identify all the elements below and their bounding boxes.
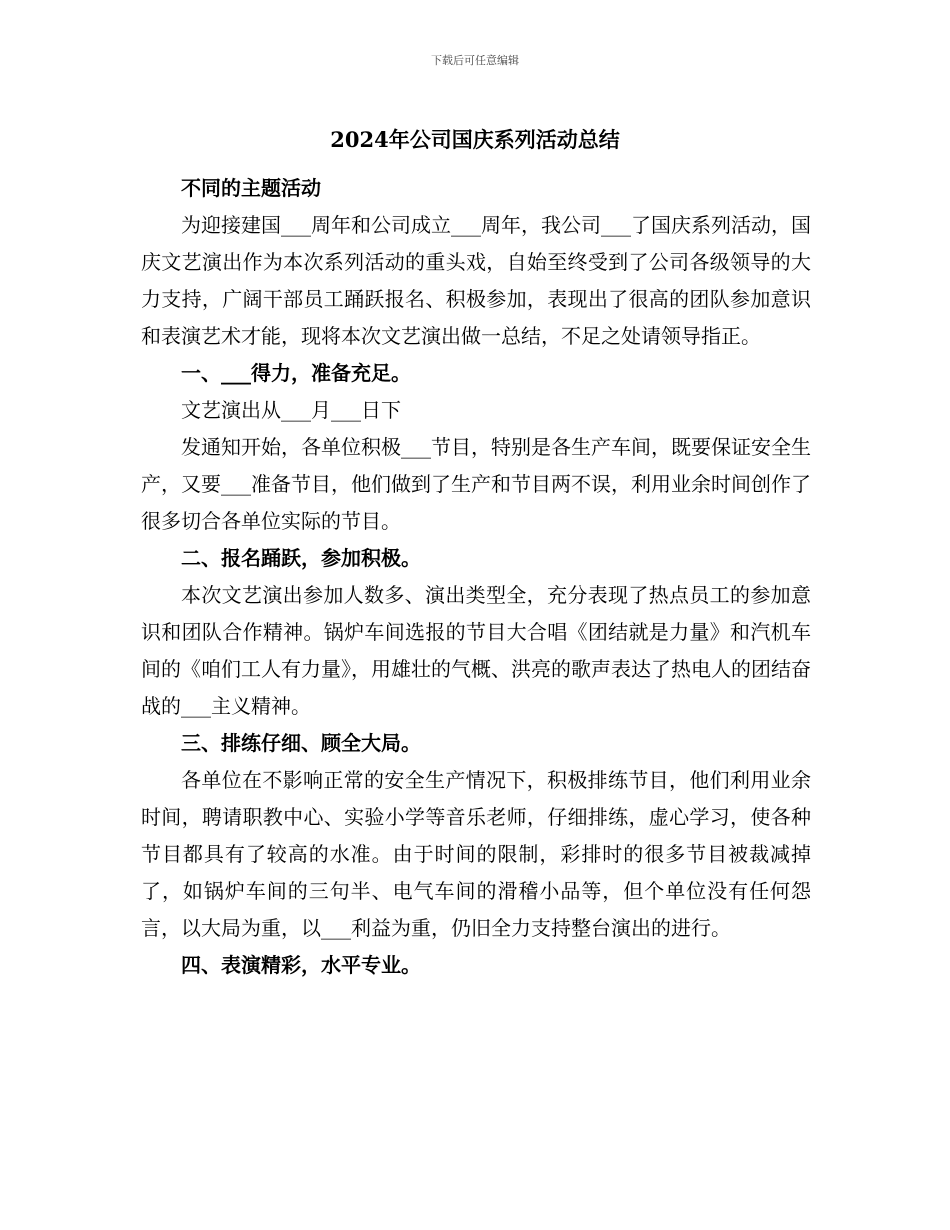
body-paragraph: 本次文艺演出参加人数多、演出类型全，充分表现了热点员工的参加意识和团队合作精神。锅炉车间选报的节目大合唱《团结就是力量》和汽机车间的《咱们工人有力量》，用雄壮的气概、洪亮的歌声表达了热电人的团结奋战的___主义精神。 (141, 583, 811, 718)
body-paragraph: 文艺演出从___月___日下 (181, 398, 401, 422)
page-header: 下载后可任意编辑 (431, 54, 519, 67)
section-heading: 不同的主题活动 (181, 176, 321, 200)
body-paragraph: 发通知开始，各单位积极___节目，特别是各生产车间，既要保证安全生产，又要___准备节目，他们做到了生产和节目两不误，利用业余时间创作了很多切合各单位实际的节目。 (141, 435, 811, 533)
document-title: 2024年公司国庆系列活动总结 (330, 127, 620, 152)
section-heading: 四、表演精彩，水平专业。 (181, 953, 421, 977)
section-heading: 二、报名踊跃，参加积极。 (181, 546, 421, 570)
body-paragraph: 为迎接建国___周年和公司成立___周年，我公司___了国庆系列活动，国庆文艺演出作为本次系列活动的重头戏，自始至终受到了公司各级领导的大力支持，广阔干部员工踊跃报名、积极参加，表现出了很高的团队参加意识和表演艺术才能，现将本次文艺演出做一总结，不足之处请领导指正。 (141, 213, 811, 348)
section-heading: 一、___得力，准备充足。 (181, 361, 411, 385)
document-body (141, 170, 811, 984)
body-paragraph: 各单位在不影响正常的安全生产情况下，积极排练节目，他们利用业余时间，聘请职教中心、实验小学等音乐老师，仔细排练，虚心学习，使各种节目都具有了较高的水准。由于时间的限制，彩排时的很多节目被裁减掉了，如锅炉车间的三句半、电气车间的滑稽小品等，但个单位没有任何怨言，以大局为重，以___利益为重，仍旧全力支持整台演出的进行。 (141, 768, 811, 940)
section-heading: 三、排练仔细、顾全大局。 (181, 731, 421, 755)
